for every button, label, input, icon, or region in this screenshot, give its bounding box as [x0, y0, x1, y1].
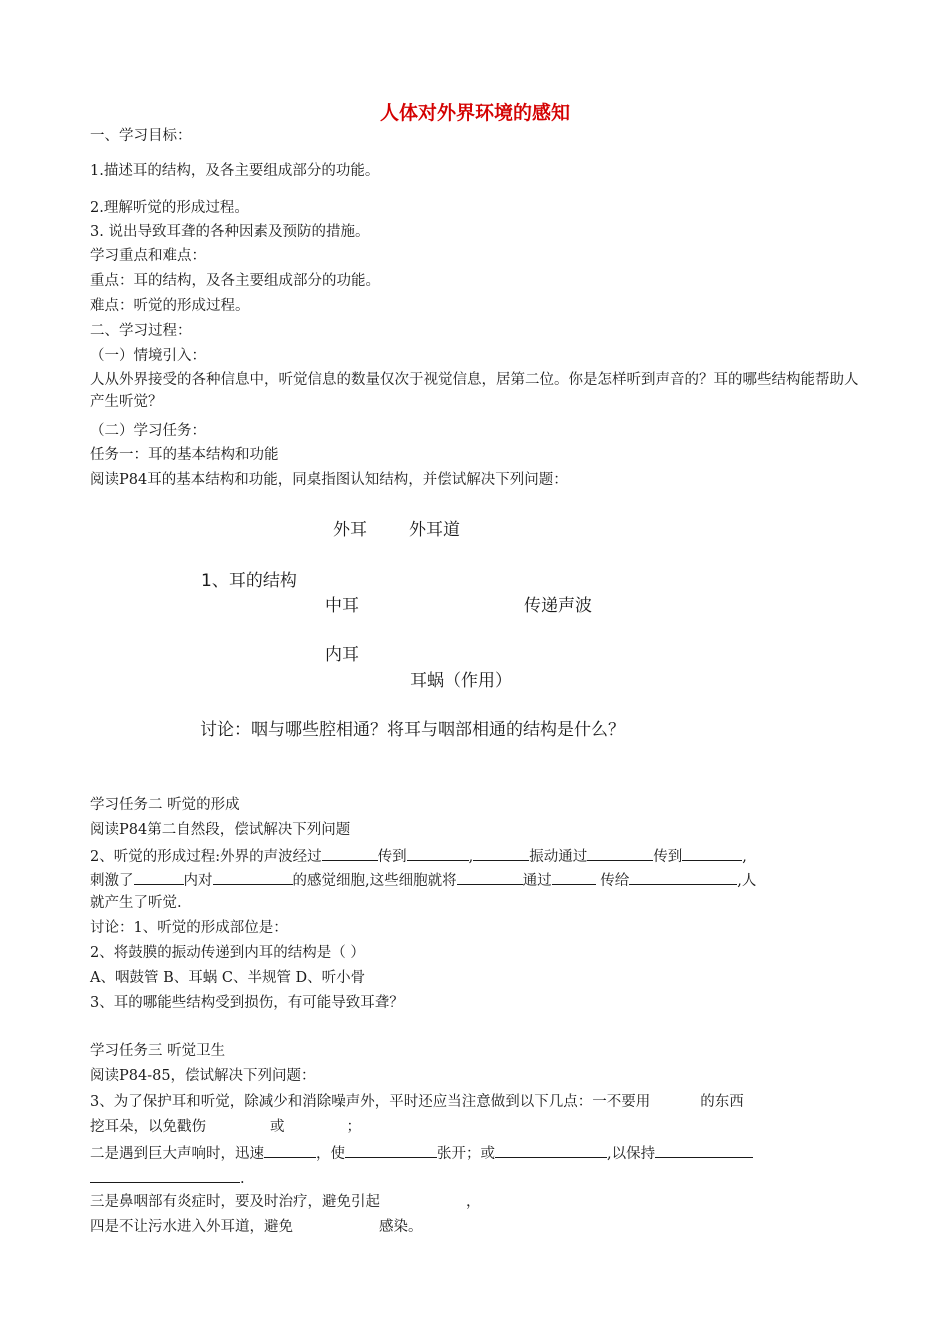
- hygiene-text-7: ，使: [316, 1146, 345, 1162]
- task-header: （二）学习任务：: [90, 423, 206, 439]
- hygiene-text-4: 或: [270, 1119, 285, 1135]
- blank-4[interactable]: [587, 845, 653, 861]
- figure-inner-ear: 内耳: [325, 645, 359, 665]
- blank-18[interactable]: [90, 1167, 240, 1183]
- blank-14[interactable]: [264, 1142, 316, 1158]
- hygiene-text-3: 挖耳朵，以免戳伤: [90, 1119, 206, 1135]
- hearing-text-6: ,: [742, 849, 747, 865]
- hearing-line-2: [90, 869, 756, 891]
- goal-2: 2.理解听觉的形成过程。: [90, 200, 249, 216]
- intro-text: 人从外界接受的各种信息中，听觉信息的数量仅次于视觉信息，居第二位。你是怎样听到声音的？耳的哪些结构能帮助人产生听觉？: [90, 372, 859, 410]
- figure-outer-ear: 外耳: [333, 520, 367, 540]
- key-header: 学习重点和难点：: [90, 248, 206, 264]
- hygiene-line-5: [90, 1192, 481, 1212]
- blank-7[interactable]: [213, 869, 293, 885]
- figure-ear-structure: 1、耳的结构: [201, 571, 297, 591]
- task1-read: 阅读P84耳的基本结构和功能，同桌指图认知结构，并偿试解决下列问题：: [90, 472, 568, 488]
- blank-8[interactable]: [457, 869, 523, 885]
- task1-title: 任务一：耳的基本结构和功能: [90, 447, 279, 463]
- blank-1[interactable]: [322, 845, 378, 861]
- hygiene-text-14: 感染。: [379, 1219, 423, 1235]
- hearing-line-1: [90, 845, 747, 867]
- hygiene-text-1: 3、为了保护耳和听觉，除减少和消除噪声外，平时还应当注意做到以下几点：一不要用: [90, 1094, 651, 1110]
- hygiene-text-6: 二是遇到巨大声响时，迅速: [90, 1146, 264, 1162]
- blank-6[interactable]: [134, 869, 184, 885]
- blank-9[interactable]: [552, 869, 596, 885]
- hearing-text-5: 传到: [653, 849, 683, 865]
- hygiene-text-10: .: [240, 1171, 245, 1187]
- task2-read: 阅读P84第二自然段，偿试解决下列问题: [90, 822, 351, 838]
- hearing-text-8: 内对: [183, 873, 213, 889]
- hygiene-line-6: [90, 1217, 423, 1237]
- blank-17[interactable]: [655, 1142, 753, 1158]
- blank-15[interactable]: [345, 1142, 437, 1158]
- figure-ear-canal: 外耳道: [409, 520, 460, 540]
- hearing-text-7: 刺激了: [90, 873, 134, 889]
- hygiene-text-2: 的东西: [700, 1094, 744, 1110]
- hearing-text-11: 传给: [595, 873, 630, 889]
- figure-cochlea: 耳蜗（作用）: [410, 671, 512, 691]
- difficult-point: 难点：听觉的形成过程。: [90, 298, 250, 314]
- hygiene-line-3: [90, 1142, 753, 1164]
- blank-16[interactable]: [495, 1142, 607, 1158]
- blank-5[interactable]: [682, 845, 742, 861]
- task3-title: 学习任务三 听觉卫生: [90, 1043, 226, 1059]
- task3-read: 阅读P84-85，偿试解决下列问题：: [90, 1068, 316, 1084]
- figure-middle-ear: 中耳: [325, 596, 359, 616]
- hygiene-text-12: ，: [466, 1194, 481, 1210]
- process-header: 二、学习过程：: [90, 323, 192, 339]
- figure-discuss: 讨论：咽与哪些腔相通？将耳与咽部相通的结构是什么？: [200, 720, 625, 740]
- goal-header: 一、学习目标：: [90, 128, 192, 144]
- hearing-text-4: 振动通过: [529, 849, 588, 865]
- hygiene-text-13: 四是不让污水进入外耳道，避免: [90, 1219, 293, 1235]
- hearing-text-2: 传到: [377, 849, 407, 865]
- hearing-text-10: 通过: [522, 873, 552, 889]
- goal-1: 1.描述耳的结构，及各主要组成部分的功能。: [90, 163, 380, 179]
- hearing-text-1: 2、听觉的形成过程:外界的声波经过: [90, 849, 322, 865]
- figure-transmit-sound: 传递声波: [524, 596, 592, 616]
- question-2-options: A、咽鼓管 B、耳蜗 C、半规管 D、听小骨: [90, 970, 366, 986]
- hearing-text-3: ,: [468, 849, 474, 865]
- hygiene-text-5: ；: [346, 1119, 361, 1135]
- hygiene-text-8: 张开；或: [437, 1146, 495, 1162]
- intro-header: （一）情境引入：: [90, 348, 206, 364]
- hygiene-line-2: [90, 1117, 361, 1137]
- hearing-line-3: 就产生了听觉.: [90, 895, 182, 911]
- hearing-text-9: 的感觉细胞,这些细胞就将: [292, 873, 457, 889]
- key-point: 重点：耳的结构，及各主要组成部分的功能。: [90, 273, 380, 289]
- hygiene-text-11: 三是鼻咽部有炎症时，要及时治疗，避免引起: [90, 1194, 380, 1210]
- page-title: 人体对外界环境的感知: [379, 102, 570, 124]
- question-3: 3、耳的哪能些结构受到损伤，有可能导致耳聋？: [90, 995, 404, 1011]
- task2-title: 学习任务二 听觉的形成: [90, 797, 240, 813]
- discuss-1: 讨论：1、听觉的形成部位是：: [90, 920, 288, 936]
- blank-2[interactable]: [407, 845, 469, 861]
- goal-3: 3. 说出导致耳聋的各种因素及预防的措施。: [90, 224, 370, 240]
- blank-10[interactable]: [629, 869, 737, 885]
- hygiene-text-9: ,以保持: [607, 1146, 656, 1162]
- blank-3[interactable]: [473, 845, 529, 861]
- question-2: 2、将鼓膜的振动传递到内耳的结构是（ ）: [90, 945, 365, 961]
- hygiene-line-4: [90, 1167, 245, 1189]
- hearing-text-12: ,人: [737, 873, 757, 889]
- hygiene-line-1: [90, 1092, 744, 1112]
